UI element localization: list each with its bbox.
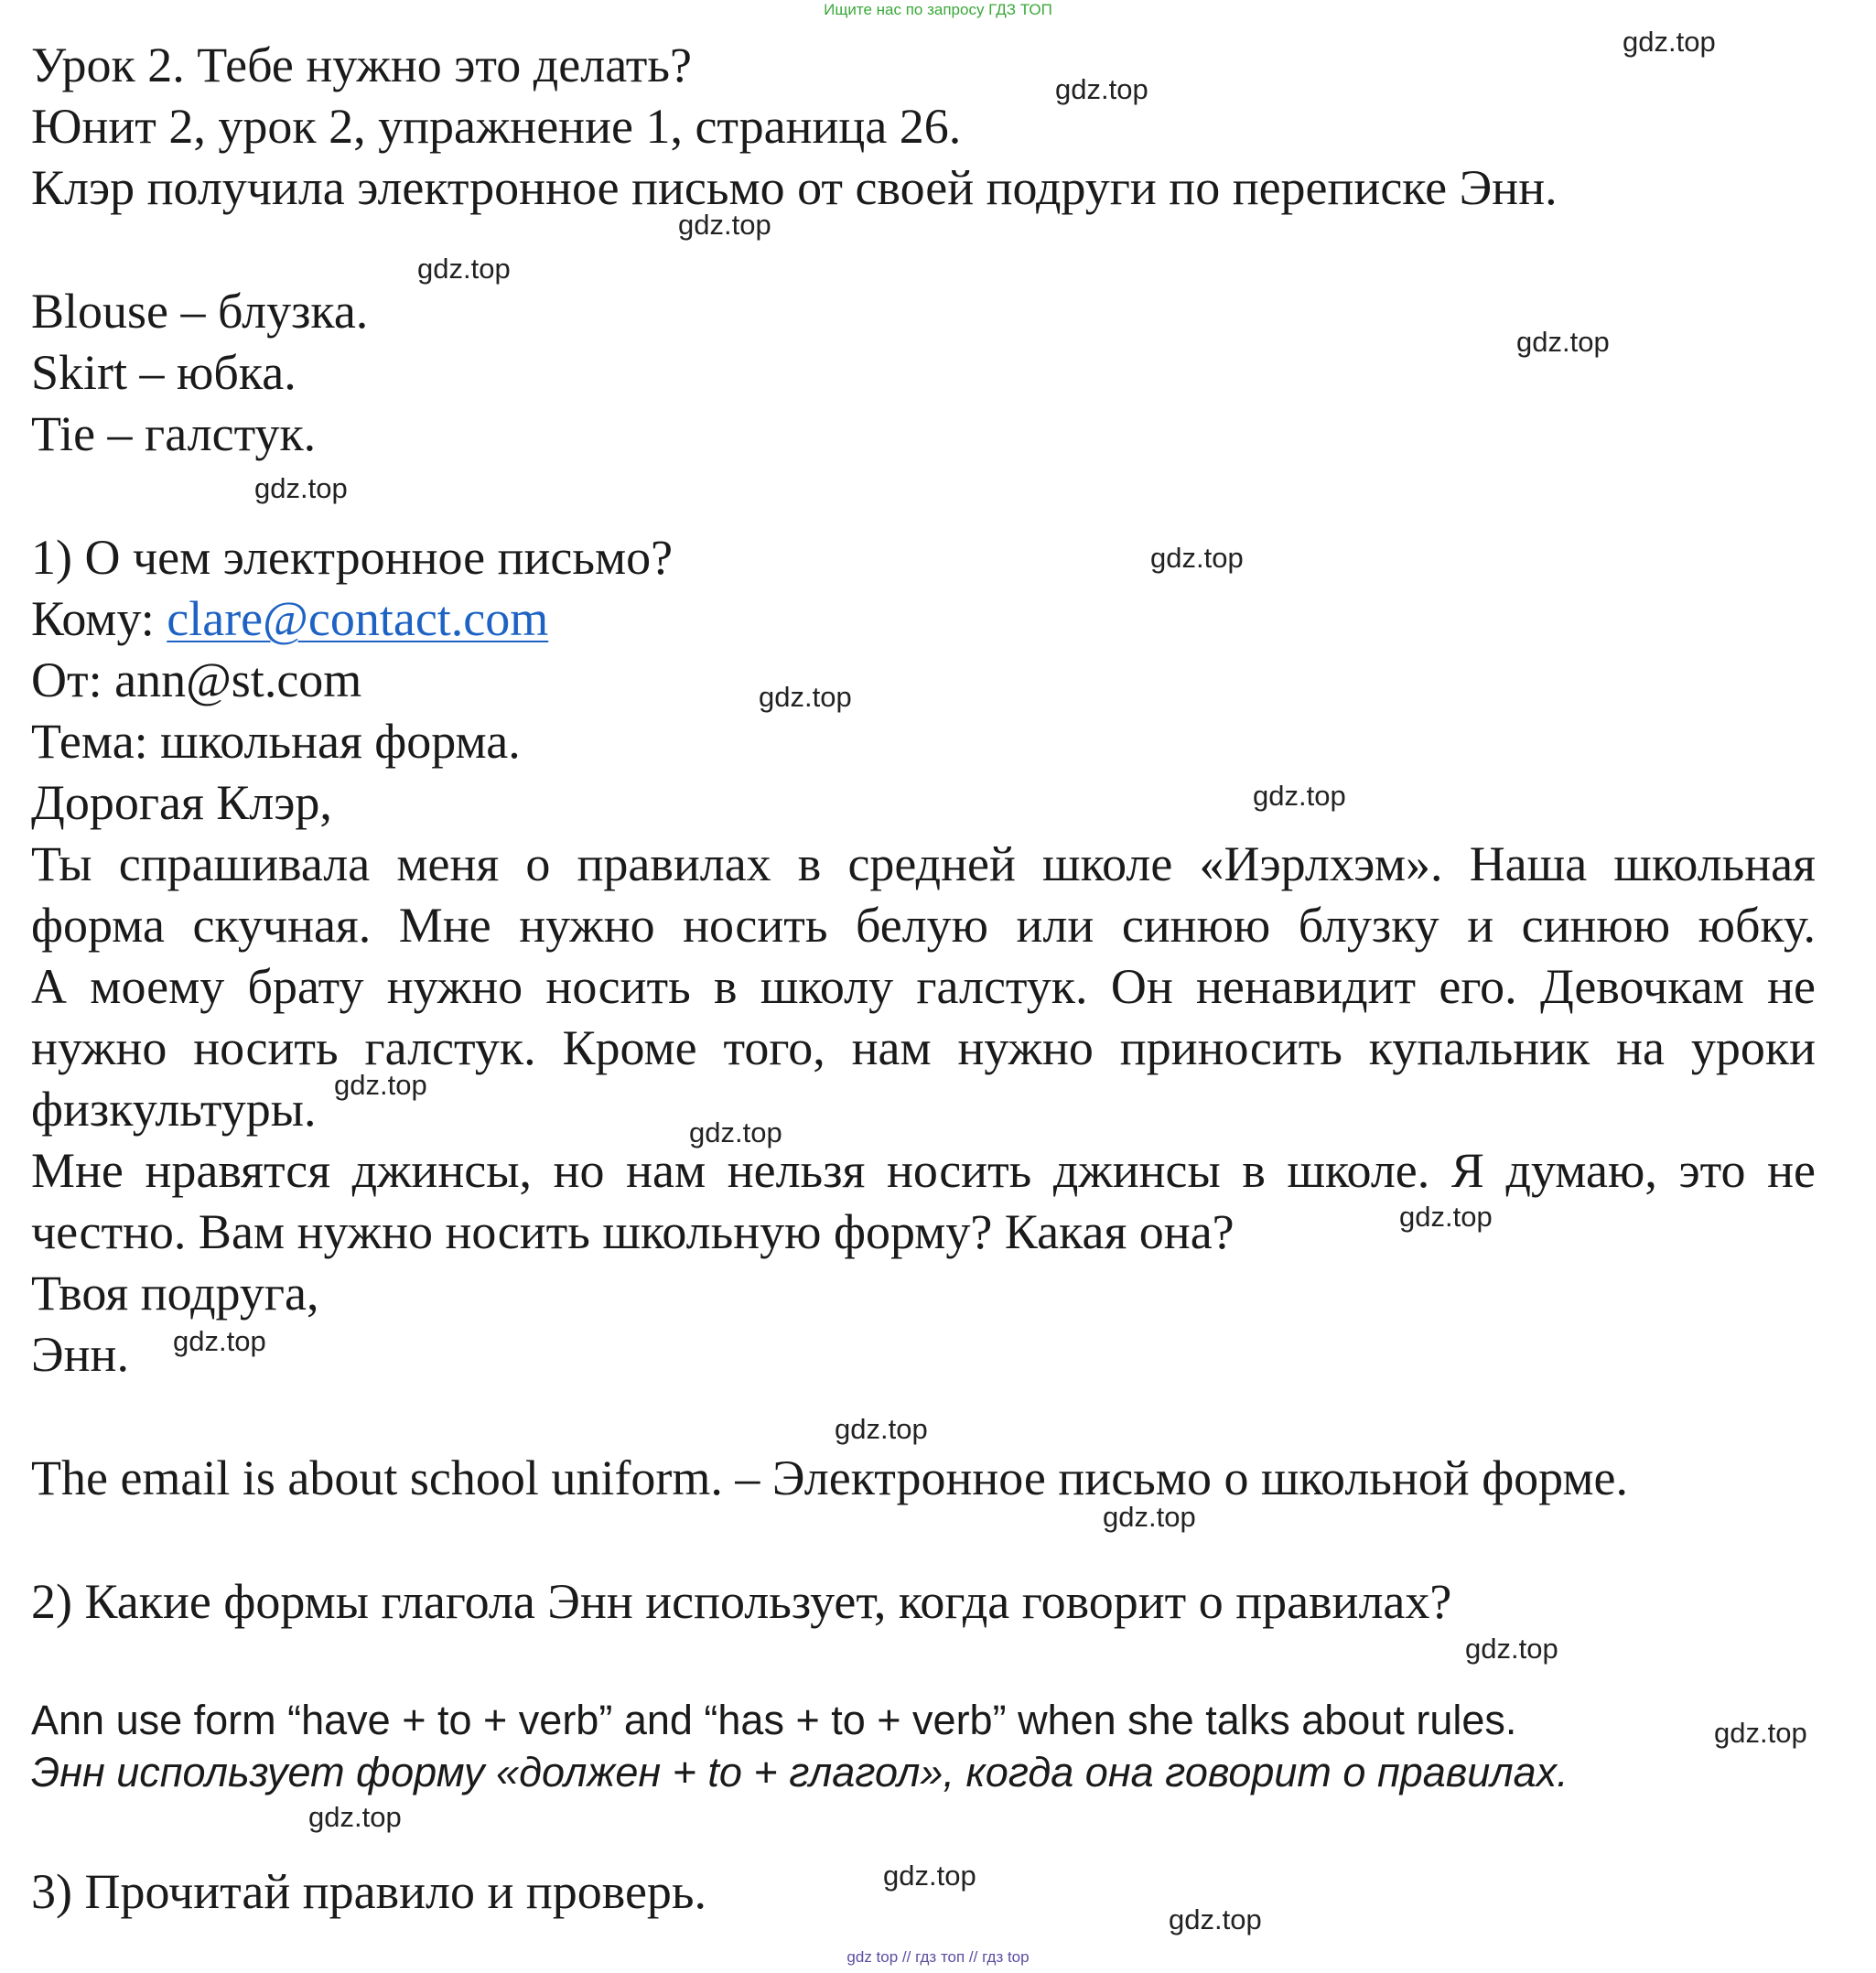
email-signature: Энн. [31,1327,129,1382]
email-subject-line: Тема: школьная форма. [31,714,521,769]
email-to-line [31,588,548,649]
lesson-title: Урок 2. Тебе нужно это делать? [31,38,692,92]
email-body-line: А моему брату нужно носить в школу галстук. Он ненавидит его. Девочкам не [31,959,1816,1014]
watermark: gdz.top [334,1069,427,1101]
watermark: gdz.top [308,1801,402,1833]
watermark: gdz.top [1399,1201,1493,1233]
top-banner: Ищите нас по запросу ГДЗ ТОП [824,1,1052,18]
vocab-item-blouse: Blouse – блузка. [31,284,369,339]
watermark: gdz.top [759,681,852,713]
watermark: gdz.top [835,1413,928,1445]
watermark: gdz.top [1714,1717,1807,1749]
email-to-label: Кому: [31,591,167,646]
email-closing: Твоя подруга, [31,1266,319,1321]
email-greeting: Дорогая Клэр, [31,775,332,830]
email-body-line: физкультуры. [31,1082,317,1137]
watermark: gdz.top [1516,326,1610,358]
watermark: gdz.top [173,1325,266,1357]
watermark: gdz.top [417,253,511,285]
email-body-line: форма скучная. Мне нужно носить белую или синюю блузку и синюю юбку. [31,898,1816,953]
email-body-line: Ты спрашивала меня о правилах в средней школе «Иэрлхэм». Наша школьная [31,836,1816,891]
watermark: gdz.top [1623,26,1716,58]
email-to-link[interactable]: clare@contact.com [167,591,549,646]
watermark: gdz.top [254,472,348,504]
watermark: gdz.top [689,1116,782,1148]
question-2: 2) Какие формы глагола Энн использует, когда говорит о правилах? [31,1574,1452,1629]
watermark: gdz.top [1465,1633,1558,1665]
vocab-item-tie: Tie – галстук. [31,406,317,461]
exercise-reference: Юнит 2, урок 2, упражнение 1, страница 26. [31,99,962,154]
email-body-line: честно. Вам нужно носить школьную форму? Какая она? [31,1204,1234,1259]
question-1: 1) О чем электронное письмо? [31,530,674,585]
watermark: gdz.top [1169,1903,1262,1935]
watermark: gdz.top [1150,542,1244,574]
watermark: gdz.top [1055,73,1148,105]
watermark: gdz.top [678,209,771,241]
question-3: 3) Прочитай правило и проверь. [31,1864,707,1919]
vocab-item-skirt: Skirt – юбка. [31,345,296,400]
watermark: gdz.top [1253,780,1346,812]
answer-2-english: Ann use form “have + to + verb” and “has + to + verb” when she talks about rules. [31,1697,1517,1743]
watermark: gdz.top [1103,1501,1196,1533]
answer-1: The email is about school uniform. – Электронное письмо о школьной форме. [31,1450,1629,1505]
bottom-banner: gdz top // гдз топ // гдз top [846,1948,1030,1966]
email-body-line: нужно носить галстук. Кроме того, нам нужно приносить купальник на уроки [31,1020,1816,1075]
watermark: gdz.top [883,1860,976,1892]
answer-2-russian: Энн использует форму «должен + to + глагол», когда она говорит о правилах. [31,1749,1569,1795]
email-body-line: Мне нравятся джинсы, но нам нельзя носить джинсы в школе. Я думаю, это не [31,1143,1816,1198]
email-from-line: От: ann@st.com [31,652,362,707]
intro-text: Клэр получила электронное письмо от своей подруги по переписке Энн. [31,160,1558,215]
